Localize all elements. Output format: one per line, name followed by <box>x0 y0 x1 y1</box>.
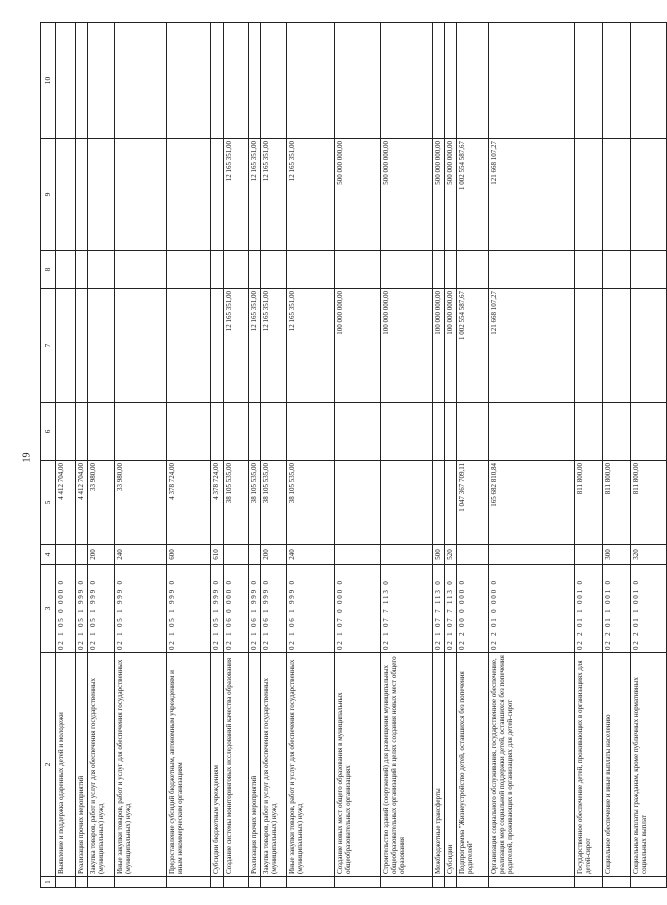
row-name-cell: Реализация прочих мероприятий <box>249 653 261 877</box>
row-col6-cell <box>261 403 287 461</box>
row-col9-cell <box>631 139 667 251</box>
row-col10-cell <box>211 23 224 139</box>
row-code-cell: 02 1 05 1 999 0 <box>88 565 115 653</box>
row-index-cell <box>167 877 211 888</box>
row-col7-cell <box>575 289 603 403</box>
row-col5-cell <box>381 461 433 545</box>
row-col7-cell: 12 165 351,00 <box>249 289 261 403</box>
row-group-cell <box>56 545 76 565</box>
row-col9-cell: 12 165 351,00 <box>249 139 261 251</box>
row-col6-cell <box>489 403 575 461</box>
table-row <box>211 23 224 888</box>
row-code-cell: 02 1 07 0 000 0 <box>335 565 381 653</box>
row-col6-cell <box>76 403 88 461</box>
table-row <box>457 23 489 888</box>
row-col10-cell <box>167 23 211 139</box>
row-index-cell <box>224 877 249 888</box>
row-col8-cell <box>489 251 575 289</box>
row-col6-cell <box>167 403 211 461</box>
row-col8-cell <box>457 251 489 289</box>
row-col8-cell <box>211 251 224 289</box>
col-header-9: 9 <box>41 139 56 251</box>
row-col8-cell <box>287 251 335 289</box>
row-group-cell <box>249 545 261 565</box>
budget-table <box>40 22 667 888</box>
row-index-cell <box>56 877 76 888</box>
row-name-cell: Межбюджетные трансферты <box>433 653 445 877</box>
row-col9-cell <box>575 139 603 251</box>
row-col7-cell: 12 165 351,00 <box>287 289 335 403</box>
row-col10-cell <box>287 23 335 139</box>
row-col5-cell: 4 378 724,00 <box>167 461 211 545</box>
row-col6-cell <box>211 403 224 461</box>
table-row <box>489 23 575 888</box>
row-col7-cell <box>631 289 667 403</box>
row-col7-cell: 12 165 351,00 <box>224 289 249 403</box>
row-code-cell: 02 2 01 0 000 0 <box>489 565 575 653</box>
row-col10-cell <box>457 23 489 139</box>
row-code-cell: 02 1 07 7 113 0 <box>433 565 445 653</box>
row-col8-cell <box>631 251 667 289</box>
row-index-cell <box>603 877 631 888</box>
row-col10-cell <box>249 23 261 139</box>
page-number: 19 <box>21 452 33 463</box>
row-col7-cell: 100 000 000,00 <box>445 289 457 403</box>
row-col7-cell <box>115 289 167 403</box>
row-code-cell: 02 1 06 0 000 0 <box>224 565 249 653</box>
row-code-cell: 02 1 06 1 999 0 <box>287 565 335 653</box>
table-row <box>76 23 88 888</box>
row-col9-cell <box>167 139 211 251</box>
row-name-cell: Субсидии бюджетным учреждениям <box>211 653 224 877</box>
row-col7-cell: 12 165 351,00 <box>261 289 287 403</box>
row-index-cell <box>381 877 433 888</box>
row-col6-cell <box>575 403 603 461</box>
row-col8-cell <box>249 251 261 289</box>
row-col5-cell: 811 800,00 <box>603 461 631 545</box>
col-header-7: 7 <box>41 289 56 403</box>
row-index-cell <box>631 877 667 888</box>
row-col5-cell: 38 105 535,00 <box>287 461 335 545</box>
row-col6-cell <box>457 403 489 461</box>
row-code-cell: 02 2 01 1 001 0 <box>603 565 631 653</box>
row-name-cell: Социальные выплаты гражданам, кроме публичных нормативных социальных выплат <box>631 653 667 877</box>
col-header-1: 1 <box>41 877 56 888</box>
table-row <box>115 23 167 888</box>
row-col8-cell <box>76 251 88 289</box>
row-col8-cell <box>445 251 457 289</box>
row-code-cell: 02 2 01 1 001 0 <box>631 565 667 653</box>
col-header-10: 10 <box>41 23 56 139</box>
row-col5-cell <box>433 461 445 545</box>
row-name-cell: Закупка товаров, работ и услуг для обеспечения государственных (муниципальных) нужд <box>261 653 287 877</box>
row-code-cell: 02 1 05 0 000 0 <box>56 565 76 653</box>
row-col7-cell <box>603 289 631 403</box>
col-header-5: 5 <box>41 461 56 545</box>
table-row <box>56 23 76 888</box>
row-code-cell: 02 1 05 1 999 0 <box>211 565 224 653</box>
row-col10-cell <box>433 23 445 139</box>
table-row <box>631 23 667 888</box>
row-col9-cell: 500 000 000,00 <box>433 139 445 251</box>
row-col5-cell: 33 980,00 <box>115 461 167 545</box>
row-name-cell: Организация социального обслуживания, государственное обеспечение, реализация мер социальной поддержки детей, оставшихся без попечения родителей, проживающих в организациях для детей-сирот <box>489 653 575 877</box>
col-header-2: 2 <box>41 653 56 877</box>
table-row <box>335 23 381 888</box>
row-name-cell: Создание системы мониторинговых исследований качества образования <box>224 653 249 877</box>
table-body <box>56 23 667 888</box>
row-col5-cell: 38 105 535,00 <box>261 461 287 545</box>
row-code-cell: 02 1 06 1 999 0 <box>249 565 261 653</box>
row-index-cell <box>335 877 381 888</box>
row-group-cell <box>76 545 88 565</box>
row-col8-cell <box>56 251 76 289</box>
row-col9-cell <box>88 139 115 251</box>
row-col10-cell <box>381 23 433 139</box>
row-col9-cell: 500 000 000,00 <box>381 139 433 251</box>
row-col8-cell <box>603 251 631 289</box>
row-col5-cell: 4 412 704,00 <box>56 461 76 545</box>
row-index-cell <box>261 877 287 888</box>
row-col8-cell <box>575 251 603 289</box>
row-col9-cell <box>115 139 167 251</box>
row-name-cell: Субсидии <box>445 653 457 877</box>
row-name-cell: Выявление и поддержка одаренных детей и молодежи <box>56 653 76 877</box>
row-col5-cell: 1 047 367 709,11 <box>457 461 489 545</box>
table-row <box>261 23 287 888</box>
row-col6-cell <box>381 403 433 461</box>
row-col8-cell <box>261 251 287 289</box>
row-col9-cell <box>211 139 224 251</box>
row-group-cell: 500 <box>433 545 445 565</box>
row-index-cell <box>433 877 445 888</box>
row-group-cell <box>335 545 381 565</box>
table-row <box>575 23 603 888</box>
row-group-cell: 300 <box>603 545 631 565</box>
row-col6-cell <box>224 403 249 461</box>
row-col10-cell <box>575 23 603 139</box>
row-code-cell: 02 2 00 0 000 0 <box>457 565 489 653</box>
row-index-cell <box>287 877 335 888</box>
row-col6-cell <box>433 403 445 461</box>
row-col6-cell <box>88 403 115 461</box>
row-name-cell: Создание новых мест общего образования в муниципальных общеобразовательных организациях <box>335 653 381 877</box>
row-group-cell <box>575 545 603 565</box>
row-index-cell <box>88 877 115 888</box>
row-group-cell <box>489 545 575 565</box>
header-row <box>41 23 56 888</box>
col-header-3: 3 <box>41 565 56 653</box>
row-col6-cell <box>445 403 457 461</box>
rotated-table-container <box>40 23 649 888</box>
row-col10-cell <box>261 23 287 139</box>
row-code-cell: 02 1 05 1 999 0 <box>167 565 211 653</box>
row-col6-cell <box>115 403 167 461</box>
table-row <box>224 23 249 888</box>
row-col7-cell <box>167 289 211 403</box>
row-col8-cell <box>433 251 445 289</box>
row-index-cell <box>115 877 167 888</box>
row-group-cell: 240 <box>115 545 167 565</box>
table-row <box>249 23 261 888</box>
row-index-cell <box>211 877 224 888</box>
row-index-cell <box>76 877 88 888</box>
row-col6-cell <box>335 403 381 461</box>
row-col5-cell <box>445 461 457 545</box>
row-col10-cell <box>88 23 115 139</box>
row-index-cell <box>249 877 261 888</box>
row-col9-cell: 12 165 351,00 <box>261 139 287 251</box>
row-col5-cell: 811 800,00 <box>631 461 667 545</box>
row-col7-cell: 100 000 000,00 <box>335 289 381 403</box>
col-header-6: 6 <box>41 403 56 461</box>
row-col9-cell <box>76 139 88 251</box>
row-col8-cell <box>115 251 167 289</box>
row-col7-cell <box>211 289 224 403</box>
row-col9-cell <box>603 139 631 251</box>
row-code-cell: 02 1 06 1 999 0 <box>261 565 287 653</box>
row-name-cell: Иные закупки товаров, работ и услуг для обеспечения государственных (муниципальных) нужд <box>287 653 335 877</box>
row-group-cell <box>224 545 249 565</box>
row-col10-cell <box>631 23 667 139</box>
row-group-cell: 240 <box>287 545 335 565</box>
row-col9-cell <box>56 139 76 251</box>
row-col7-cell <box>56 289 76 403</box>
row-name-cell: Социальное обеспечение и иные выплаты населению <box>603 653 631 877</box>
row-name-cell: Подпрограмма "Жизнеустройство детей, оставшихся без попечения родителей" <box>457 653 489 877</box>
row-col7-cell: 121 668 107,27 <box>489 289 575 403</box>
table-row <box>433 23 445 888</box>
row-col5-cell: 4 412 704,00 <box>76 461 88 545</box>
row-col7-cell <box>88 289 115 403</box>
row-col7-cell: 100 000 000,00 <box>381 289 433 403</box>
row-col10-cell <box>224 23 249 139</box>
row-col8-cell <box>381 251 433 289</box>
row-col6-cell <box>287 403 335 461</box>
row-col9-cell: 500 000 000,00 <box>445 139 457 251</box>
row-col5-cell: 38 105 535,00 <box>249 461 261 545</box>
table-row <box>603 23 631 888</box>
row-name-cell: Государственное обеспечение детей, проживающих в организациях для детей-сирот <box>575 653 603 877</box>
row-group-cell <box>457 545 489 565</box>
row-col6-cell <box>56 403 76 461</box>
row-col9-cell: 1 002 554 587,67 <box>457 139 489 251</box>
row-group-cell: 200 <box>261 545 287 565</box>
row-name-cell: Предоставление субсидий бюджетным, автономным учреждениям и иным некоммерческим организациям <box>167 653 211 877</box>
row-col9-cell: 500 000 000,00 <box>335 139 381 251</box>
row-col10-cell <box>489 23 575 139</box>
row-index-cell <box>457 877 489 888</box>
row-col7-cell: 1 002 554 587,67 <box>457 289 489 403</box>
row-code-cell: 02 1 07 7 113 0 <box>445 565 457 653</box>
row-col6-cell <box>603 403 631 461</box>
row-group-cell <box>381 545 433 565</box>
row-col5-cell <box>335 461 381 545</box>
row-index-cell <box>489 877 575 888</box>
row-col10-cell <box>445 23 457 139</box>
table-row <box>88 23 115 888</box>
row-code-cell: 02 2 01 1 001 0 <box>575 565 603 653</box>
table-row <box>381 23 433 888</box>
row-col6-cell <box>249 403 261 461</box>
row-code-cell: 02 1 07 7 113 0 <box>381 565 433 653</box>
row-col7-cell <box>76 289 88 403</box>
row-col10-cell <box>335 23 381 139</box>
row-col10-cell <box>603 23 631 139</box>
row-col6-cell <box>631 403 667 461</box>
row-col5-cell: 33 980,00 <box>88 461 115 545</box>
table-row <box>167 23 211 888</box>
col-header-8: 8 <box>41 251 56 289</box>
row-col5-cell: 38 105 535,00 <box>224 461 249 545</box>
row-index-cell <box>445 877 457 888</box>
row-col8-cell <box>88 251 115 289</box>
row-code-cell: 02 1 05 1 999 0 <box>76 565 88 653</box>
row-col9-cell: 12 165 351,00 <box>287 139 335 251</box>
row-name-cell: Строительство зданий (сооружений) для размещения муниципальных общеобразовательных организаций в целях создания новых мест общего образования <box>381 653 433 877</box>
row-name-cell: Реализация прочих мероприятий <box>76 653 88 877</box>
row-col8-cell <box>167 251 211 289</box>
row-group-cell: 610 <box>211 545 224 565</box>
table-row <box>287 23 335 888</box>
col-header-4: 4 <box>41 545 56 565</box>
row-col7-cell: 100 000 000,00 <box>433 289 445 403</box>
row-group-cell: 320 <box>631 545 667 565</box>
row-name-cell: Закупка товаров, работ и услуг для обеспечения государственных (муниципальных) нужд <box>88 653 115 877</box>
row-col5-cell: 165 682 810,84 <box>489 461 575 545</box>
row-code-cell: 02 1 05 1 999 0 <box>115 565 167 653</box>
row-group-cell: 200 <box>88 545 115 565</box>
row-col5-cell: 4 378 724,00 <box>211 461 224 545</box>
row-name-cell: Иные закупки товаров, работ и услуг для обеспечения государственных (муниципальных) нужд <box>115 653 167 877</box>
row-col10-cell <box>56 23 76 139</box>
row-col10-cell <box>115 23 167 139</box>
row-index-cell <box>575 877 603 888</box>
row-group-cell: 600 <box>167 545 211 565</box>
row-group-cell: 520 <box>445 545 457 565</box>
row-col5-cell: 811 800,00 <box>575 461 603 545</box>
table-row <box>445 23 457 888</box>
row-col9-cell: 121 668 107,27 <box>489 139 575 251</box>
row-col8-cell <box>335 251 381 289</box>
row-col10-cell <box>76 23 88 139</box>
row-col9-cell: 12 165 351,00 <box>224 139 249 251</box>
row-col8-cell <box>224 251 249 289</box>
